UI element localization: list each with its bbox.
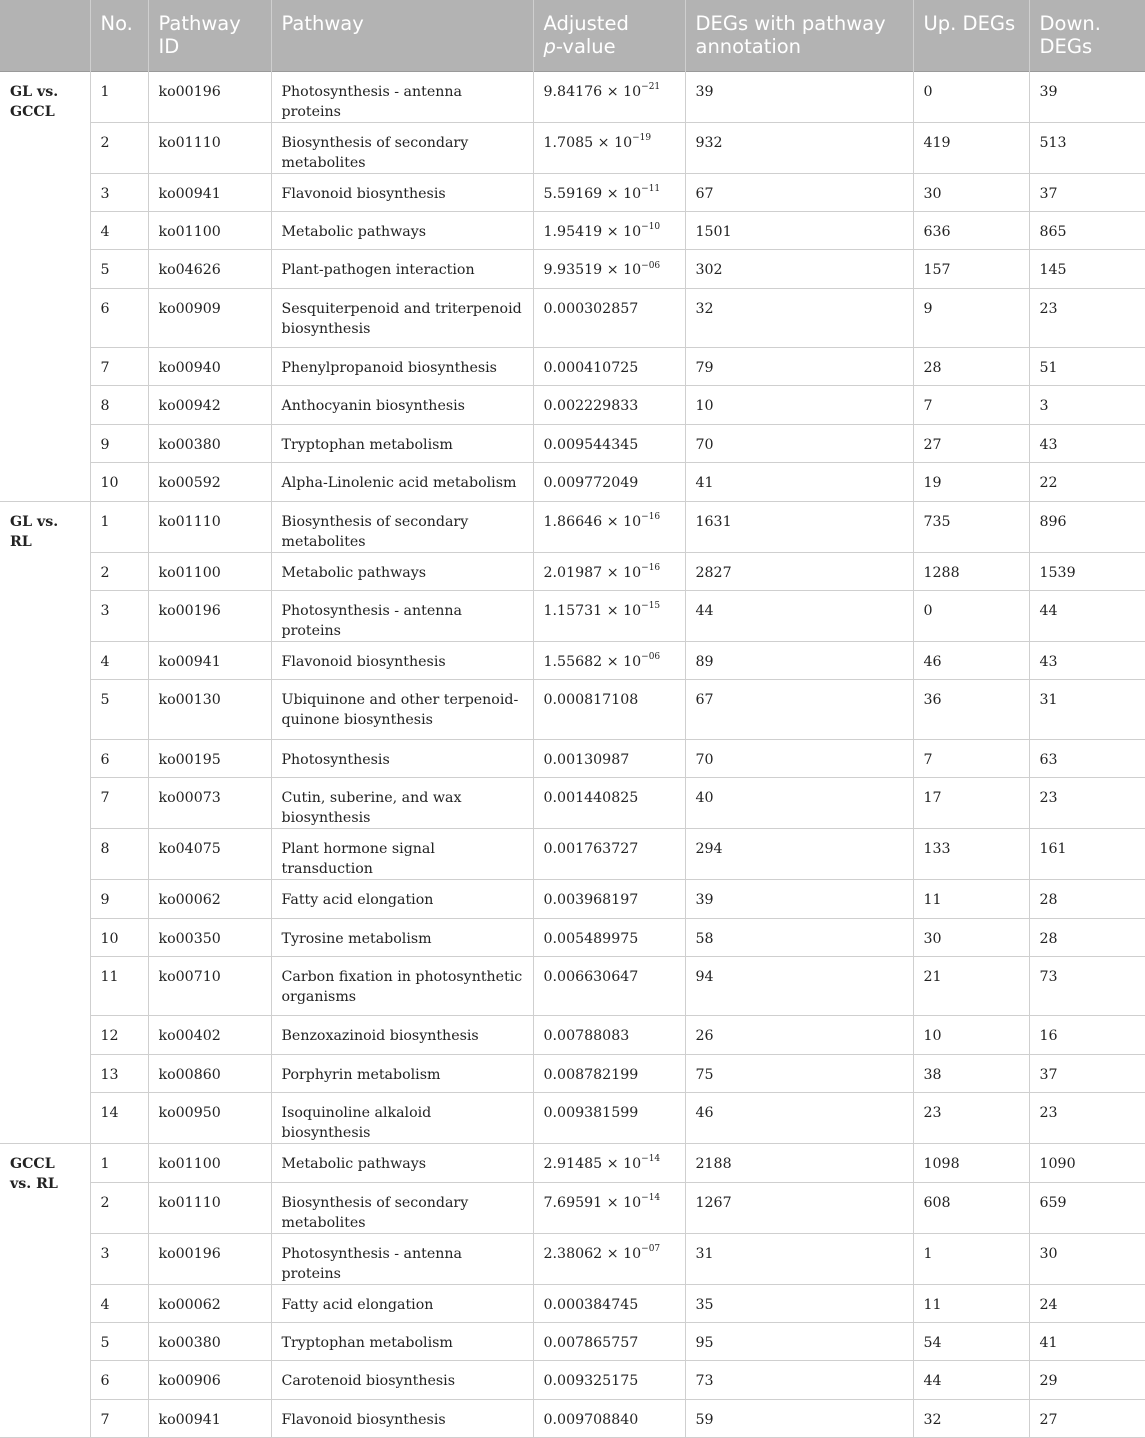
cell-pathway: Anthocyanin biosynthesis: [271, 386, 533, 424]
cell-adjusted-p-value: 0.009544345: [533, 424, 685, 462]
table-row: [0, 71, 1145, 122]
cell-pathway-id: ko00073: [148, 778, 271, 829]
cell-adjusted-p-value: 0.007865757: [533, 1322, 685, 1360]
cell-no: 4: [90, 642, 148, 680]
cell-no: 6: [90, 1361, 148, 1399]
cell-no: 8: [90, 386, 148, 424]
cell-pathway-id: ko01100: [148, 1144, 271, 1182]
cell-no: 7: [90, 778, 148, 829]
cell-pathway-id: ko01100: [148, 211, 271, 249]
table-row: [0, 880, 1145, 918]
cell-up-degs: 419: [913, 122, 1029, 173]
cell-pathway-id: ko04626: [148, 250, 271, 288]
cell-down-degs: 37: [1029, 173, 1145, 211]
cell-adjusted-p-value: 0.000817108: [533, 680, 685, 739]
cell-no: 3: [90, 1233, 148, 1284]
comparison-group-label: GL vs. RL: [0, 501, 90, 1144]
cell-adjusted-p-value: 0.009772049: [533, 463, 685, 501]
cell-pathway: Photosynthesis - antenna proteins: [271, 1233, 533, 1284]
cell-degs-annotation: 932: [685, 122, 913, 173]
cell-pathway-id: ko00380: [148, 424, 271, 462]
cell-pathway: Flavonoid biosynthesis: [271, 173, 533, 211]
cell-pathway: Biosynthesis of secondary metabolites: [271, 1182, 533, 1233]
table-row: [0, 122, 1145, 173]
cell-no: 8: [90, 829, 148, 880]
cell-down-degs: 23: [1029, 288, 1145, 347]
table-row: [0, 642, 1145, 680]
table-row: [0, 386, 1145, 424]
cell-pathway: Carotenoid biosynthesis: [271, 1361, 533, 1399]
cell-pathway-id: ko00941: [148, 1399, 271, 1437]
cell-pathway: Fatty acid elongation: [271, 1284, 533, 1322]
cell-degs-annotation: 294: [685, 829, 913, 880]
cell-degs-annotation: 10: [685, 386, 913, 424]
cell-pathway-id: ko00196: [148, 1233, 271, 1284]
cell-down-degs: 16: [1029, 1016, 1145, 1054]
cell-pathway: Tryptophan metabolism: [271, 424, 533, 462]
cell-pathway-id: ko01110: [148, 122, 271, 173]
cell-adjusted-p-value: 0.001440825: [533, 778, 685, 829]
cell-pathway: Tryptophan metabolism: [271, 1322, 533, 1360]
table-row: [0, 1093, 1145, 1144]
cell-pathway: Porphyrin metabolism: [271, 1054, 533, 1092]
cell-degs-annotation: 40: [685, 778, 913, 829]
cell-no: 10: [90, 463, 148, 501]
cell-pathway: Cutin, suberine, and wax biosynthesis: [271, 778, 533, 829]
cell-adjusted-p-value: 0.00130987: [533, 739, 685, 777]
cell-degs-annotation: 32: [685, 288, 913, 347]
cell-down-degs: 3: [1029, 386, 1145, 424]
cell-pathway-id: ko04075: [148, 829, 271, 880]
table-row: [0, 680, 1145, 739]
cell-down-degs: 161: [1029, 829, 1145, 880]
cell-no: 7: [90, 348, 148, 386]
cell-down-degs: 659: [1029, 1182, 1145, 1233]
cell-up-degs: 133: [913, 829, 1029, 880]
cell-up-degs: 608: [913, 1182, 1029, 1233]
table-row: [0, 501, 1145, 552]
cell-pathway-id: ko00710: [148, 956, 271, 1015]
cell-down-degs: 23: [1029, 1093, 1145, 1144]
cell-up-degs: 30: [913, 918, 1029, 956]
cell-up-degs: 1288: [913, 552, 1029, 590]
cell-degs-annotation: 73: [685, 1361, 913, 1399]
cell-up-degs: 0: [913, 71, 1029, 122]
cell-degs-annotation: 70: [685, 739, 913, 777]
cell-up-degs: 11: [913, 880, 1029, 918]
cell-up-degs: 1098: [913, 1144, 1029, 1182]
cell-adjusted-p-value: $1.55682 \times 10^{-06}$: [533, 642, 685, 680]
cell-up-degs: 157: [913, 250, 1029, 288]
cell-degs-annotation: 67: [685, 680, 913, 739]
table-row: [0, 211, 1145, 249]
cell-no: 9: [90, 880, 148, 918]
cell-no: 5: [90, 1322, 148, 1360]
cell-pathway: Sesquiterpenoid and triterpenoid biosynthesis: [271, 288, 533, 347]
cell-down-degs: 43: [1029, 424, 1145, 462]
table-row: [0, 956, 1145, 1015]
cell-down-degs: 896: [1029, 501, 1145, 552]
cell-adjusted-p-value: 0.005489975: [533, 918, 685, 956]
cell-degs-annotation: 75: [685, 1054, 913, 1092]
cell-pathway: Plant-pathogen interaction: [271, 250, 533, 288]
table-row: [0, 463, 1145, 501]
header-down-degs: Down. DEGs: [1029, 0, 1145, 71]
cell-adjusted-p-value: $9.84176 \times 10^{-21}$: [533, 71, 685, 122]
cell-adjusted-p-value: $1.7085 \times 10^{-19}$: [533, 122, 685, 173]
cell-up-degs: 23: [913, 1093, 1029, 1144]
table-row: [0, 348, 1145, 386]
cell-down-degs: 44: [1029, 591, 1145, 642]
cell-degs-annotation: 26: [685, 1016, 913, 1054]
cell-no: 12: [90, 1016, 148, 1054]
cell-adjusted-p-value: $1.95419 \times 10^{-10}$: [533, 211, 685, 249]
cell-degs-annotation: 67: [685, 173, 913, 211]
cell-no: 5: [90, 680, 148, 739]
table-row: [0, 1054, 1145, 1092]
cell-degs-annotation: 79: [685, 348, 913, 386]
cell-adjusted-p-value: $7.69591 \times 10^{-14}$: [533, 1182, 685, 1233]
header-pathway: Pathway: [271, 0, 533, 71]
cell-pathway-id: ko00402: [148, 1016, 271, 1054]
cell-no: 3: [90, 591, 148, 642]
cell-pathway: Tyrosine metabolism: [271, 918, 533, 956]
cell-no: 7: [90, 1399, 148, 1437]
table-header: [0, 0, 1145, 71]
cell-up-degs: 46: [913, 642, 1029, 680]
header-group: [0, 0, 90, 71]
cell-degs-annotation: 70: [685, 424, 913, 462]
cell-pathway-id: ko00195: [148, 739, 271, 777]
cell-adjusted-p-value: $2.01987 \times 10^{-16}$: [533, 552, 685, 590]
table-row: [0, 829, 1145, 880]
cell-up-degs: 44: [913, 1361, 1029, 1399]
table-row: [0, 1016, 1145, 1054]
cell-up-degs: 735: [913, 501, 1029, 552]
cell-degs-annotation: 59: [685, 1399, 913, 1437]
cell-no: 3: [90, 173, 148, 211]
cell-down-degs: 145: [1029, 250, 1145, 288]
cell-adjusted-p-value: $9.93519 \times 10^{-06}$: [533, 250, 685, 288]
cell-no: 1: [90, 501, 148, 552]
cell-degs-annotation: 39: [685, 880, 913, 918]
table-row: [0, 1322, 1145, 1360]
cell-adjusted-p-value: 0.000384745: [533, 1284, 685, 1322]
cell-adjusted-p-value: 0.002229833: [533, 386, 685, 424]
cell-adjusted-p-value: 0.000302857: [533, 288, 685, 347]
cell-adjusted-p-value: $5.59169 \times 10^{-11}$: [533, 173, 685, 211]
cell-degs-annotation: 35: [685, 1284, 913, 1322]
cell-pathway-id: ko00592: [148, 463, 271, 501]
cell-pathway-id: ko00950: [148, 1093, 271, 1144]
cell-pathway: Photosynthesis - antenna proteins: [271, 71, 533, 122]
cell-no: 4: [90, 211, 148, 249]
cell-pathway: Metabolic pathways: [271, 211, 533, 249]
cell-degs-annotation: 1501: [685, 211, 913, 249]
cell-adjusted-p-value: $2.91485 \times 10^{-14}$: [533, 1144, 685, 1182]
cell-pathway-id: ko00196: [148, 591, 271, 642]
cell-down-degs: 865: [1029, 211, 1145, 249]
cell-up-degs: 9: [913, 288, 1029, 347]
table-row: [0, 1399, 1145, 1437]
cell-pathway-id: ko00380: [148, 1322, 271, 1360]
cell-degs-annotation: 58: [685, 918, 913, 956]
comparison-group-label: GL vs. GCCL: [0, 71, 90, 501]
cell-pathway-id: ko00909: [148, 288, 271, 347]
cell-pathway-id: ko00062: [148, 1284, 271, 1322]
cell-down-degs: 24: [1029, 1284, 1145, 1322]
table-body: [0, 71, 1145, 1438]
cell-degs-annotation: 94: [685, 956, 913, 1015]
cell-degs-annotation: 2188: [685, 1144, 913, 1182]
cell-degs-annotation: 2827: [685, 552, 913, 590]
cell-adjusted-p-value: $2.38062 \times 10^{-07}$: [533, 1233, 685, 1284]
cell-up-degs: 17: [913, 778, 1029, 829]
cell-degs-annotation: 95: [685, 1322, 913, 1360]
cell-pathway: Flavonoid biosynthesis: [271, 1399, 533, 1437]
cell-pathway: Photosynthesis: [271, 739, 533, 777]
cell-up-degs: 0: [913, 591, 1029, 642]
cell-no: 11: [90, 956, 148, 1015]
cell-degs-annotation: 46: [685, 1093, 913, 1144]
cell-no: 4: [90, 1284, 148, 1322]
table-row: [0, 1182, 1145, 1233]
cell-down-degs: 37: [1029, 1054, 1145, 1092]
cell-pathway-id: ko00941: [148, 173, 271, 211]
cell-pathway: Plant hormone signal transduction: [271, 829, 533, 880]
cell-degs-annotation: 41: [685, 463, 913, 501]
cell-pathway-id: ko00350: [148, 918, 271, 956]
cell-up-degs: 36: [913, 680, 1029, 739]
cell-degs-annotation: 31: [685, 1233, 913, 1284]
cell-no: 13: [90, 1054, 148, 1092]
cell-down-degs: 1090: [1029, 1144, 1145, 1182]
cell-no: 2: [90, 1182, 148, 1233]
cell-degs-annotation: 1631: [685, 501, 913, 552]
cell-down-degs: 63: [1029, 739, 1145, 777]
cell-down-degs: 1539: [1029, 552, 1145, 590]
comparison-group-label: GCCL vs. RL: [0, 1144, 90, 1438]
cell-adjusted-p-value: 0.003968197: [533, 880, 685, 918]
cell-down-degs: 41: [1029, 1322, 1145, 1360]
cell-up-degs: 38: [913, 1054, 1029, 1092]
table-row: [0, 918, 1145, 956]
cell-down-degs: 23: [1029, 778, 1145, 829]
cell-adjusted-p-value: 0.006630647: [533, 956, 685, 1015]
cell-up-degs: 10: [913, 1016, 1029, 1054]
cell-pathway-id: ko01110: [148, 501, 271, 552]
header-up-degs: Up. DEGs: [913, 0, 1029, 71]
cell-pathway-id: ko01110: [148, 1182, 271, 1233]
cell-pathway-id: ko00940: [148, 348, 271, 386]
table-row: [0, 1144, 1145, 1182]
cell-pathway: Isoquinoline alkaloid biosynthesis: [271, 1093, 533, 1144]
cell-pathway-id: ko00196: [148, 71, 271, 122]
table-row: [0, 552, 1145, 590]
cell-adjusted-p-value: 0.00788083: [533, 1016, 685, 1054]
cell-adjusted-p-value: 0.009708840: [533, 1399, 685, 1437]
header-adjusted-p-value: Adjusted p-value: [533, 0, 685, 71]
cell-pathway: Metabolic pathways: [271, 552, 533, 590]
table-row: [0, 1284, 1145, 1322]
table-row: [0, 288, 1145, 347]
cell-pathway: Biosynthesis of secondary metabolites: [271, 122, 533, 173]
cell-no: 14: [90, 1093, 148, 1144]
cell-pathway-id: ko01100: [148, 552, 271, 590]
cell-up-degs: 28: [913, 348, 1029, 386]
cell-pathway: Flavonoid biosynthesis: [271, 642, 533, 680]
cell-degs-annotation: 44: [685, 591, 913, 642]
cell-up-degs: 32: [913, 1399, 1029, 1437]
cell-adjusted-p-value: 0.001763727: [533, 829, 685, 880]
cell-pathway: Phenylpropanoid biosynthesis: [271, 348, 533, 386]
cell-down-degs: 51: [1029, 348, 1145, 386]
cell-no: 9: [90, 424, 148, 462]
cell-pathway: Photosynthesis - antenna proteins: [271, 591, 533, 642]
cell-pathway: Metabolic pathways: [271, 1144, 533, 1182]
cell-up-degs: 1: [913, 1233, 1029, 1284]
table-row: [0, 739, 1145, 777]
cell-degs-annotation: 39: [685, 71, 913, 122]
cell-no: 10: [90, 918, 148, 956]
table-row: [0, 173, 1145, 211]
cell-down-degs: 28: [1029, 880, 1145, 918]
cell-up-degs: 54: [913, 1322, 1029, 1360]
cell-down-degs: 27: [1029, 1399, 1145, 1437]
cell-up-degs: 19: [913, 463, 1029, 501]
cell-adjusted-p-value: 0.009325175: [533, 1361, 685, 1399]
cell-down-degs: 73: [1029, 956, 1145, 1015]
cell-degs-annotation: 302: [685, 250, 913, 288]
cell-down-degs: 30: [1029, 1233, 1145, 1284]
cell-adjusted-p-value: $1.15731 \times 10^{-15}$: [533, 591, 685, 642]
cell-down-degs: 29: [1029, 1361, 1145, 1399]
header-degs-annotation: DEGs with pathway annotation: [685, 0, 913, 71]
cell-down-degs: 31: [1029, 680, 1145, 739]
cell-no: 2: [90, 122, 148, 173]
cell-adjusted-p-value: 0.009381599: [533, 1093, 685, 1144]
cell-down-degs: 22: [1029, 463, 1145, 501]
cell-pathway: Fatty acid elongation: [271, 880, 533, 918]
cell-degs-annotation: 1267: [685, 1182, 913, 1233]
cell-no: 5: [90, 250, 148, 288]
cell-up-degs: 21: [913, 956, 1029, 1015]
cell-pathway: Alpha-Linolenic acid metabolism: [271, 463, 533, 501]
cell-down-degs: 43: [1029, 642, 1145, 680]
table-row: [0, 250, 1145, 288]
cell-up-degs: 7: [913, 739, 1029, 777]
cell-no: 1: [90, 1144, 148, 1182]
header-pathway-id: Pathway ID: [148, 0, 271, 71]
table-row: [0, 1233, 1145, 1284]
cell-pathway-id: ko00860: [148, 1054, 271, 1092]
table-row: [0, 591, 1145, 642]
table-row: [0, 1361, 1145, 1399]
cell-pathway-id: ko00062: [148, 880, 271, 918]
cell-no: 1: [90, 71, 148, 122]
cell-adjusted-p-value: 0.000410725: [533, 348, 685, 386]
cell-down-degs: 39: [1029, 71, 1145, 122]
cell-pathway: Benzoxazinoid biosynthesis: [271, 1016, 533, 1054]
cell-pathway-id: ko00130: [148, 680, 271, 739]
cell-pathway: Ubiquinone and other terpenoid-quinone biosynthesis: [271, 680, 533, 739]
cell-pathway-id: ko00941: [148, 642, 271, 680]
cell-no: 2: [90, 552, 148, 590]
header-no: No.: [90, 0, 148, 71]
cell-down-degs: 513: [1029, 122, 1145, 173]
cell-down-degs: 28: [1029, 918, 1145, 956]
table-row: [0, 778, 1145, 829]
cell-pathway-id: ko00942: [148, 386, 271, 424]
cell-up-degs: 7: [913, 386, 1029, 424]
cell-pathway: Biosynthesis of secondary metabolites: [271, 501, 533, 552]
cell-no: 6: [90, 739, 148, 777]
cell-pathway-id: ko00906: [148, 1361, 271, 1399]
cell-pathway: Carbon fixation in photosynthetic organisms: [271, 956, 533, 1015]
cell-up-degs: 636: [913, 211, 1029, 249]
cell-no: 6: [90, 288, 148, 347]
cell-adjusted-p-value: 0.008782199: [533, 1054, 685, 1092]
cell-up-degs: 11: [913, 1284, 1029, 1322]
table-row: [0, 424, 1145, 462]
cell-up-degs: 30: [913, 173, 1029, 211]
cell-up-degs: 27: [913, 424, 1029, 462]
cell-adjusted-p-value: $1.86646 \times 10^{-16}$: [533, 501, 685, 552]
cell-degs-annotation: 89: [685, 642, 913, 680]
